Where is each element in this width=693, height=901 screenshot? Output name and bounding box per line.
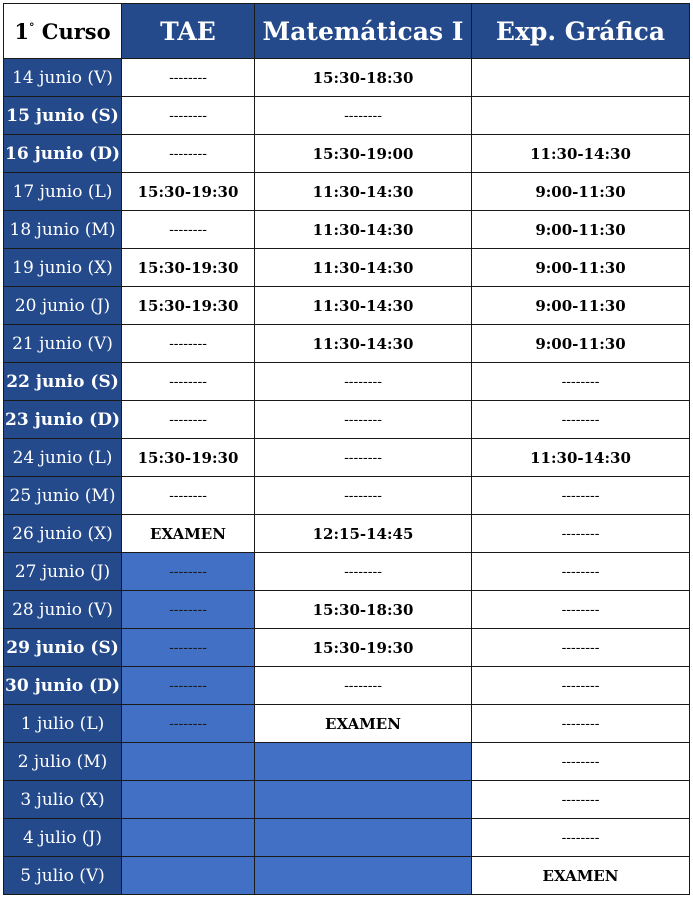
slot-cell-matematicas: -------- xyxy=(255,439,472,477)
table-row xyxy=(4,819,690,857)
slot-cell-tae xyxy=(122,743,255,781)
slot-cell-tae: -------- xyxy=(122,211,255,249)
date-cell: 26 junio (X) xyxy=(4,515,122,553)
slot-cell-matematicas: 15:30-18:30 xyxy=(255,591,472,629)
table-row xyxy=(4,363,690,401)
slot-cell-exp-grafica: EXAMEN xyxy=(472,857,690,895)
slot-cell-matematicas: 11:30-14:30 xyxy=(255,211,472,249)
slot-cell-exp-grafica xyxy=(472,59,690,97)
slot-cell-exp-grafica: 9:00-11:30 xyxy=(472,173,690,211)
table-row xyxy=(4,325,690,363)
table-row xyxy=(4,667,690,705)
slot-cell-exp-grafica: 9:00-11:30 xyxy=(472,211,690,249)
slot-cell-exp-grafica: -------- xyxy=(472,553,690,591)
slot-cell-tae: 15:30-19:30 xyxy=(122,439,255,477)
slot-cell-exp-grafica: 9:00-11:30 xyxy=(472,249,690,287)
slot-cell-tae: -------- xyxy=(122,553,255,591)
slot-cell-tae: -------- xyxy=(122,705,255,743)
slot-cell-tae: -------- xyxy=(122,97,255,135)
slot-cell-matematicas: 11:30-14:30 xyxy=(255,287,472,325)
slot-cell-exp-grafica: -------- xyxy=(472,591,690,629)
date-cell: 5 julio (V) xyxy=(4,857,122,895)
header-row xyxy=(4,4,690,59)
slot-cell-exp-grafica: -------- xyxy=(472,477,690,515)
slot-cell-exp-grafica: -------- xyxy=(472,667,690,705)
table-row xyxy=(4,781,690,819)
date-cell: 21 junio (V) xyxy=(4,325,122,363)
slot-cell-matematicas: 11:30-14:30 xyxy=(255,249,472,287)
subject-header-exp-grafica: Exp. Gráfica xyxy=(472,4,690,59)
slot-cell-tae: -------- xyxy=(122,363,255,401)
slot-cell-matematicas: 12:15-14:45 xyxy=(255,515,472,553)
date-cell: 27 junio (J) xyxy=(4,553,122,591)
date-cell: 14 junio (V) xyxy=(4,59,122,97)
slot-cell-matematicas xyxy=(255,781,472,819)
slot-cell-matematicas: 15:30-19:30 xyxy=(255,629,472,667)
date-cell: 1 julio (L) xyxy=(4,705,122,743)
date-cell: 24 junio (L) xyxy=(4,439,122,477)
table-row xyxy=(4,705,690,743)
date-cell: 20 junio (J) xyxy=(4,287,122,325)
table-row xyxy=(4,857,690,895)
slot-cell-exp-grafica: 9:00-11:30 xyxy=(472,287,690,325)
exam-schedule xyxy=(3,3,690,895)
slot-cell-matematicas xyxy=(255,857,472,895)
table-row xyxy=(4,211,690,249)
slot-cell-exp-grafica xyxy=(472,97,690,135)
table-row xyxy=(4,439,690,477)
slot-cell-matematicas: 11:30-14:30 xyxy=(255,173,472,211)
slot-cell-exp-grafica: -------- xyxy=(472,401,690,439)
slot-cell-tae xyxy=(122,857,255,895)
slot-cell-tae: -------- xyxy=(122,629,255,667)
slot-cell-exp-grafica: 11:30-14:30 xyxy=(472,439,690,477)
slot-cell-tae: EXAMEN xyxy=(122,515,255,553)
table-row xyxy=(4,135,690,173)
date-cell: 16 junio (D) xyxy=(4,135,122,173)
slot-cell-matematicas: -------- xyxy=(255,477,472,515)
slot-cell-exp-grafica: 11:30-14:30 xyxy=(472,135,690,173)
table-row xyxy=(4,249,690,287)
slot-cell-matematicas: -------- xyxy=(255,363,472,401)
table-row xyxy=(4,287,690,325)
slot-cell-tae: 15:30-19:30 xyxy=(122,173,255,211)
table-row xyxy=(4,629,690,667)
slot-cell-matematicas: 15:30-18:30 xyxy=(255,59,472,97)
table-row xyxy=(4,553,690,591)
slot-cell-matematicas: -------- xyxy=(255,667,472,705)
table-row xyxy=(4,515,690,553)
date-cell: 4 julio (J) xyxy=(4,819,122,857)
table-row xyxy=(4,59,690,97)
slot-cell-tae: -------- xyxy=(122,135,255,173)
date-cell: 29 junio (S) xyxy=(4,629,122,667)
slot-cell-matematicas: -------- xyxy=(255,401,472,439)
table-row xyxy=(4,743,690,781)
subject-header-tae: TAE xyxy=(122,4,255,59)
slot-cell-tae: -------- xyxy=(122,59,255,97)
course-ordinal-mark: ° xyxy=(28,20,35,34)
slot-cell-exp-grafica: -------- xyxy=(472,515,690,553)
slot-cell-exp-grafica: -------- xyxy=(472,743,690,781)
date-cell: 23 junio (D) xyxy=(4,401,122,439)
table-row xyxy=(4,591,690,629)
course-word: Curso xyxy=(41,18,111,44)
slot-cell-exp-grafica: -------- xyxy=(472,819,690,857)
table-row xyxy=(4,173,690,211)
date-cell: 30 junio (D) xyxy=(4,667,122,705)
date-cell: 3 julio (X) xyxy=(4,781,122,819)
slot-cell-tae: -------- xyxy=(122,667,255,705)
slot-cell-tae xyxy=(122,781,255,819)
slot-cell-exp-grafica: -------- xyxy=(472,363,690,401)
date-cell: 2 julio (M) xyxy=(4,743,122,781)
date-cell: 22 junio (S) xyxy=(4,363,122,401)
date-cell: 17 junio (L) xyxy=(4,173,122,211)
slot-cell-matematicas xyxy=(255,743,472,781)
table-row xyxy=(4,401,690,439)
slot-cell-tae: -------- xyxy=(122,591,255,629)
schedule-table xyxy=(3,3,690,895)
slot-cell-tae: -------- xyxy=(122,325,255,363)
slot-cell-tae: -------- xyxy=(122,401,255,439)
table-row xyxy=(4,477,690,515)
slot-cell-tae: 15:30-19:30 xyxy=(122,287,255,325)
slot-cell-tae: 15:30-19:30 xyxy=(122,249,255,287)
date-cell: 28 junio (V) xyxy=(4,591,122,629)
slot-cell-matematicas xyxy=(255,819,472,857)
slot-cell-exp-grafica: -------- xyxy=(472,781,690,819)
date-cell: 19 junio (X) xyxy=(4,249,122,287)
date-cell: 15 junio (S) xyxy=(4,97,122,135)
date-cell: 25 junio (M) xyxy=(4,477,122,515)
table-row xyxy=(4,97,690,135)
slot-cell-matematicas: -------- xyxy=(255,553,472,591)
date-cell: 18 junio (M) xyxy=(4,211,122,249)
slot-cell-matematicas: 11:30-14:30 xyxy=(255,325,472,363)
slot-cell-exp-grafica: -------- xyxy=(472,629,690,667)
subject-header-matematicas: Matemáticas I xyxy=(255,4,472,59)
slot-cell-exp-grafica: -------- xyxy=(472,705,690,743)
slot-cell-matematicas: 15:30-19:00 xyxy=(255,135,472,173)
course-header xyxy=(4,4,122,59)
slot-cell-tae xyxy=(122,819,255,857)
slot-cell-tae: -------- xyxy=(122,477,255,515)
slot-cell-exp-grafica: 9:00-11:30 xyxy=(472,325,690,363)
slot-cell-matematicas: EXAMEN xyxy=(255,705,472,743)
slot-cell-matematicas: -------- xyxy=(255,97,472,135)
course-number: 1 xyxy=(14,18,29,44)
